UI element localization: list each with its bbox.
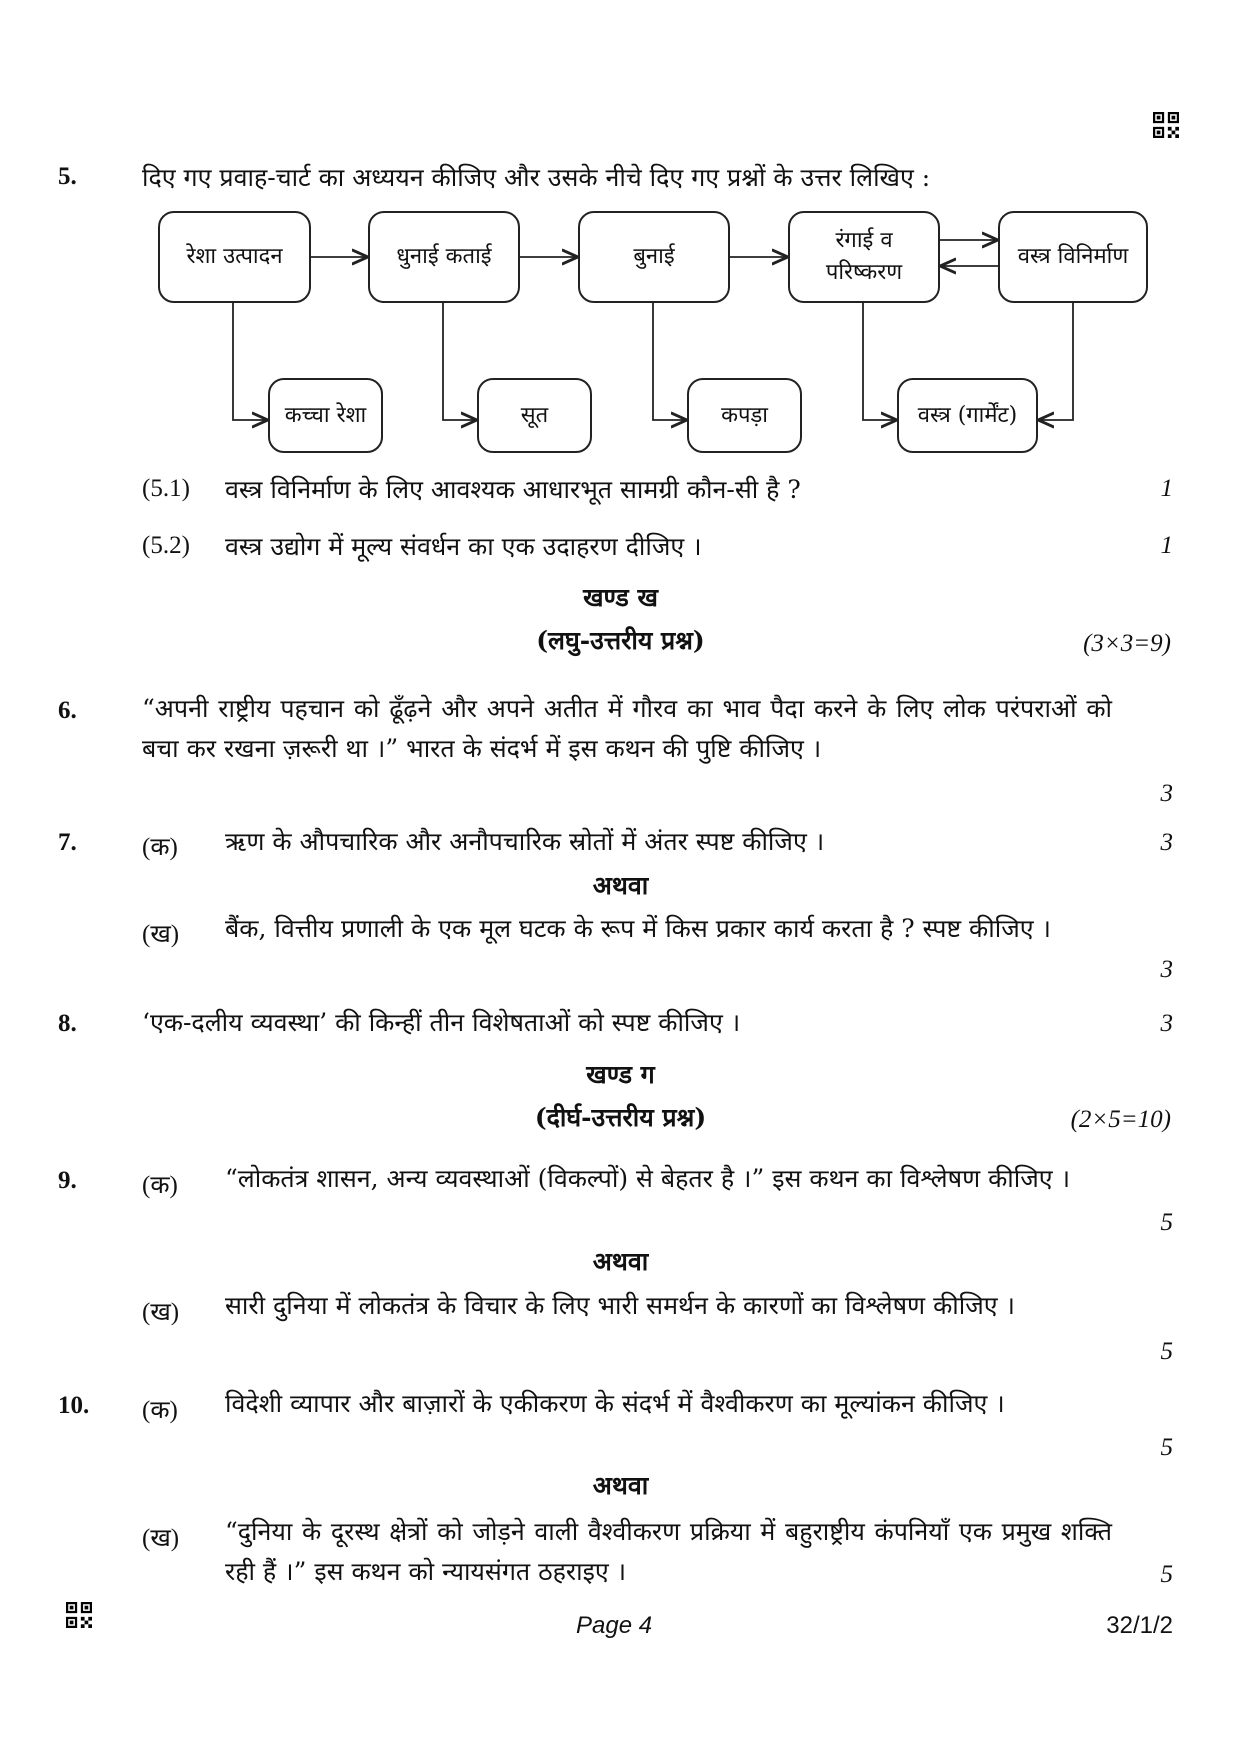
page-number: Page 4: [576, 1612, 653, 1639]
flow-box-top: धुनाई कताई: [368, 211, 520, 303]
flow-box-bottom: कपड़ा: [687, 378, 802, 453]
flow-box-top: बुनाई: [578, 211, 730, 303]
subquestion-label: (5.1): [142, 475, 190, 502]
or-label: अथवा: [592, 871, 649, 900]
marks: 5: [1160, 1561, 1173, 1588]
section-subtitle: (दीर्घ-उत्तरीय प्रश्न): [534, 1103, 707, 1132]
marks: 3: [1160, 829, 1173, 856]
section-marks: (2×5=10): [1070, 1106, 1171, 1133]
question-number: 8.: [58, 1010, 77, 1037]
question-number: 7.: [58, 829, 77, 856]
arrow-down: [233, 303, 268, 420]
option-label: (ख): [142, 1525, 180, 1552]
or-label: अथवा: [592, 1471, 649, 1500]
option-text: बैंक, वित्तीय प्रणाली के एक मूल घटक के रूप में किस प्रकार कार्य करता है ? स्पष्ट कीजिए ।: [225, 914, 1051, 943]
question-text: ‘एक-दलीय व्यवस्था’ की किन्हीं तीन विशेषताओं को स्पष्ट कीजिए ।: [142, 1008, 741, 1037]
marks: 1: [1160, 475, 1173, 502]
marks: 5: [1160, 1338, 1173, 1365]
marks: 5: [1160, 1434, 1173, 1461]
subquestion-label: (5.2): [142, 532, 190, 559]
question-number: 9.: [58, 1167, 77, 1194]
option-label: (ख): [142, 1299, 180, 1326]
option-label: (क): [142, 1397, 178, 1424]
option-label: (क): [142, 1172, 178, 1199]
flow-box-bottom: वस्त्र (गार्मेंट): [897, 378, 1038, 453]
question-text: “अपनी राष्ट्रीय पहचान को ढूँढ़ने और अपने अतीत में गौरव का भाव पैदा करने के लिए लोक परंपराओं को बचा कर रखना ज़रूरी था ।” भारत के संदर्भ में इस कथन की पुष्टि कीजिए ।: [142, 694, 1112, 763]
arrow-down: [653, 303, 687, 420]
option-label: (क): [142, 834, 178, 861]
or-label: अथवा: [592, 1247, 649, 1276]
option-label: (ख): [142, 921, 180, 948]
option-text: विदेशी व्यापार और बाज़ारों के एकीकरण के संदर्भ में वैश्वीकरण का मूल्यांकन कीजिए ।: [225, 1389, 1005, 1418]
arrow-down-left: [1038, 303, 1073, 420]
option-text: “दुनिया के दूरस्थ क्षेत्रों को जोड़ने वाली वैश्वीकरण प्रक्रिया में बहुराष्ट्रीय कंपनियाँ एक प्रमुख शक्ति रही हैं ।” इस कथन को न्यायसंगत ठहराइए ।: [225, 1517, 1112, 1586]
section-subtitle: (लघु-उत्तरीय प्रश्न): [536, 626, 705, 655]
paper-code: 32/1/2: [1106, 1612, 1173, 1639]
question-text: दिए गए प्रवाह-चार्ट का अध्ययन कीजिए और उसके नीचे दिए गए प्रश्नों के उत्तर लिखिए :: [142, 163, 931, 192]
flow-box-top: रेशा उत्पादन: [158, 211, 311, 303]
flow-box-bottom: सूत: [477, 378, 592, 453]
option-text: “लोकतंत्र शासन, अन्य व्यवस्थाओं (विकल्पों) से बेहतर है ।” इस कथन का विश्लेषण कीजिए ।: [225, 1164, 1071, 1193]
subquestion-text: वस्त्र विनिर्माण के लिए आवश्यक आधारभूत सामग्री कौन-सी है ?: [225, 475, 801, 504]
section-title: खण्ड ग: [586, 1060, 655, 1089]
subquestion-text: वस्त्र उद्योग में मूल्य संवर्धन का एक उदाहरण दीजिए ।: [225, 532, 702, 561]
arrow-down: [863, 303, 897, 420]
qr-code-footer-icon: [66, 1602, 92, 1628]
option-text: सारी दुनिया में लोकतंत्र के विचार के लिए भारी समर्थन के कारणों का विश्लेषण कीजिए ।: [225, 1291, 1016, 1320]
arrow-down: [443, 303, 477, 420]
section-title: खण्ड ख: [583, 583, 658, 612]
marks: 1: [1160, 532, 1173, 559]
option-text: ऋण के औपचारिक और अनौपचारिक स्रोतों में अंतर स्पष्ट कीजिए ।: [225, 827, 825, 856]
marks: 3: [1160, 780, 1173, 807]
question-number: 5.: [58, 163, 77, 190]
question-number: 10.: [58, 1392, 90, 1419]
flow-box-bottom: कच्चा रेशा: [268, 378, 383, 453]
marks: 5: [1160, 1209, 1173, 1236]
marks: 3: [1160, 1010, 1173, 1037]
marks: 3: [1160, 956, 1173, 983]
question-number: 6.: [58, 697, 77, 724]
section-marks: (3×3=9): [1083, 630, 1171, 657]
flow-box-top: वस्त्र विनिर्माण: [998, 211, 1148, 303]
flow-box-top: रंगाई व परिष्करण: [788, 211, 940, 303]
